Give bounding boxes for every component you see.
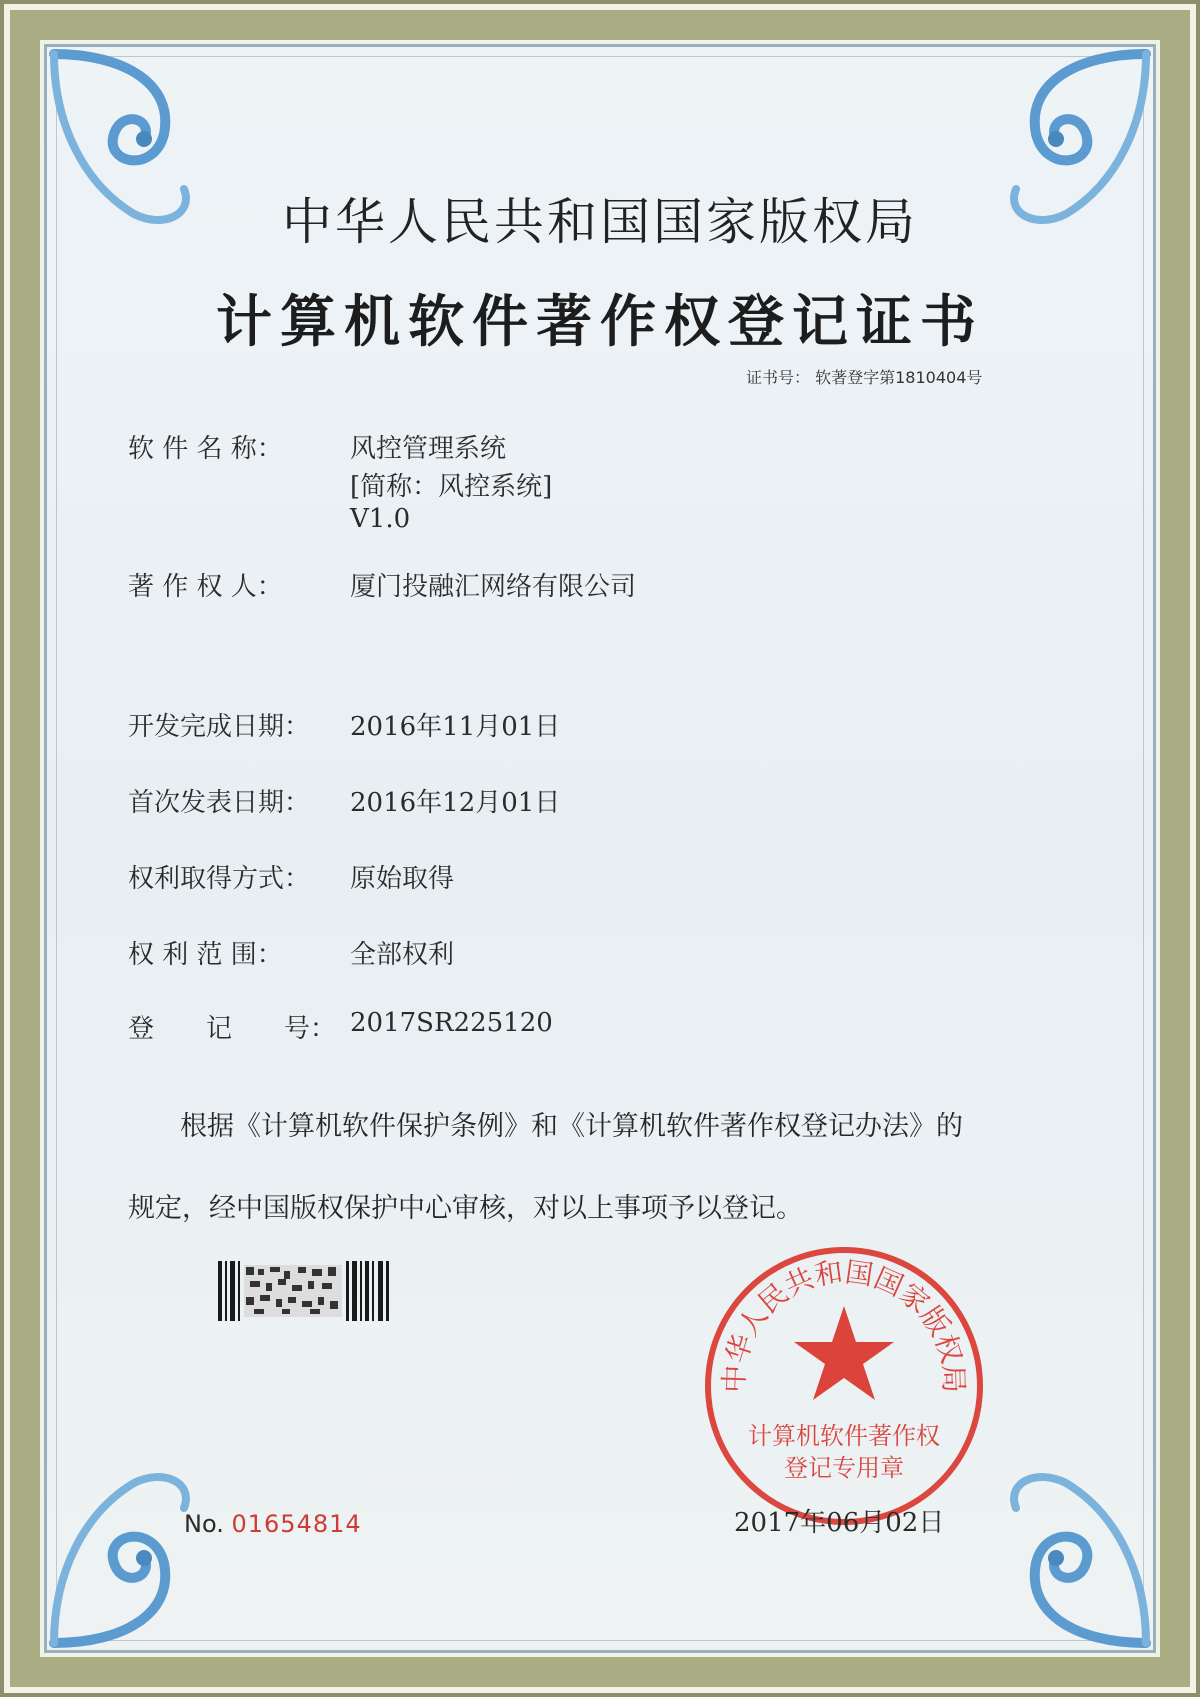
serial-number-value: 01654814 <box>231 1510 362 1538</box>
acquire-label: 权利取得方式： <box>128 864 311 894</box>
statement-line-1: 根据《计算机软件保护条例》和《计算机软件著作权登记办法》的 <box>180 1111 963 1142</box>
barcode <box>218 1261 390 1321</box>
serial-number <box>184 1510 362 1538</box>
corner-ornament-bottom-left <box>44 1453 264 1653</box>
seal-ring-text: 中华人民共和国国家版权局 <box>717 1255 971 1394</box>
reg-no-label: 登 记 号： <box>128 1014 337 1044</box>
serial-number-label: No. <box>184 1510 224 1538</box>
software-version: V1.0 <box>350 504 411 534</box>
reg-no-value: 2017SR225120 <box>350 1008 553 1038</box>
seal-inner-line-2: 登记专用章 <box>784 1454 904 1482</box>
certificate-title: 计算机软件著作权登记证书 <box>216 289 984 355</box>
dev-date-label: 开发完成日期： <box>128 712 311 742</box>
software-name-label: 软 件 名 称： <box>128 434 283 464</box>
software-name-value: 风控管理系统 <box>350 434 507 464</box>
pub-date-value: 2016年12月01日 <box>350 788 561 818</box>
seal-inner-line-1: 计算机软件著作权 <box>748 1422 940 1450</box>
scope-label: 权 利 范 围： <box>128 940 283 970</box>
certificate-number <box>746 365 982 388</box>
pub-date-label: 首次发表日期： <box>128 788 311 818</box>
dev-date-value: 2016年11月01日 <box>350 712 561 742</box>
official-seal <box>698 1240 990 1532</box>
statement-line-2: 规定，经中国版权保护中心审核，对以上事项予以登记。 <box>128 1193 803 1224</box>
issue-date: 2017年06月02日 <box>734 1508 945 1538</box>
owner-value: 厦门投融汇网络有限公司 <box>350 572 637 602</box>
acquire-value: 原始取得 <box>350 864 455 894</box>
certificate-number-label: 证书号： <box>746 368 811 387</box>
owner-label: 著 作 权 人： <box>128 572 283 602</box>
certificate-number-value: 软著登字第1810404号 <box>815 368 983 387</box>
issuing-agency: 中华人民共和国国家版权局 <box>282 193 918 251</box>
scope-value: 全部权利 <box>350 940 455 970</box>
software-short-name: [简称：风控系统] <box>350 472 553 502</box>
